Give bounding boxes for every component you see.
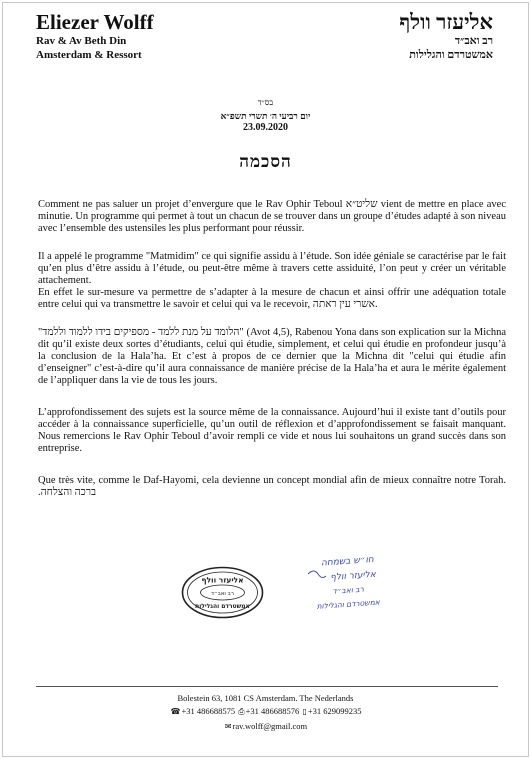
footer-phones [0, 706, 531, 717]
stamp-bottom-text: אמשטרדם והגלילות [195, 603, 250, 610]
p3-text: (Avot 4,5), Rabenou Yona dans son explication sur la Michna dit qu’il existe deux sortes d’étudiants, celui qui étudie, simplement, et celui qui étudie en profondeur jusqu’à la conclusion de la Hala’ha. Et c’est à propos de ce dernier que la Michna dit "celui qui étudie afin d’enseigner" c’est-à-dire qu’il aura connaissance de manière précise de la Hala’ha et aura le mérite également de l’appliquer dans la vie de tous les jours. [38, 327, 507, 386]
gregorian-date: 23.09.2020 [243, 122, 288, 133]
hebrew-date: יום רביעי ה׳ תשרי תשפ״א [220, 111, 311, 121]
signature-line-3: רב ואב״ד [332, 584, 365, 596]
p2-text-b: En effet le sur-mesure va permettre de s’adapter à la mesure de chacun et ainsi offrir une adéquation totale entre celui qui va transmettre le savoir et celui qui va le recevoir, [38, 287, 506, 310]
footer-divider [36, 686, 498, 687]
phone-icon: ☎ [170, 707, 181, 716]
p3-hebrew-quote: "הלומד על מנת ללמד - מספיקים בידו ללמוד וללמד" [38, 327, 244, 338]
rabbi-location-hebrew: אמשטרדם והגלילות [409, 49, 493, 61]
handwritten-signature [304, 552, 382, 612]
p1-text-b: vient de mettre en place avec minutie. Un programme qui permet à tout un chacun de se trouver dans un groupe d’études adapté à son niveau avec l’ensemble des ustensiles les plus performant pour réussir. [38, 199, 506, 234]
footer-email[interactable]: rav.wolff@gmail.com [232, 721, 308, 731]
p2-end: . [374, 299, 378, 310]
rabbi-name-hebrew: אליעזר וולף [399, 10, 493, 34]
p1-text-a: Comment ne pas saluer un projet d’envergure que le Rav Ophir Teboul [38, 199, 346, 210]
footer-address: Bolestein 63, 1081 CS Amsterdam. The Nederlands [177, 693, 354, 703]
rabbinical-stamp [181, 566, 264, 619]
letterhead-latin [36, 10, 154, 62]
email-icon: ✉ [224, 722, 232, 731]
mobile-icon: ▯ [302, 707, 307, 716]
rabbi-name-latin: Eliezer Wolff [36, 10, 154, 34]
fax-icon: ⎙ [238, 707, 245, 716]
rabbi-title-latin: Rav & Av Beth Din [36, 35, 127, 47]
p1-hebrew: שליט״א [345, 199, 378, 210]
p2-hebrew: אשרי עין ראתה [312, 299, 375, 310]
paragraph-2 [38, 251, 506, 311]
p2-text-a: Il a appelé le programme "Matmidim" ce qui signifie assidu à l’étude. Son idée géniale se caractérise par le fait qu’en plus d’être assidu à l’étude, ou peut-être même à travers cette assiduité, l’on peut y créer un véritable attachement. [38, 251, 506, 286]
p5-hebrew: ברכה והצלחה. [38, 487, 97, 498]
footer-email-line [0, 721, 531, 732]
rabbi-location-latin: Amsterdam & Ressort [36, 49, 142, 61]
p2-line-b [38, 287, 506, 311]
signature-line-2: אליעזר וולף [329, 569, 377, 583]
footer-fax[interactable]: +31 486688576 [245, 706, 300, 716]
signature-line-1: חו״ש בשמחה [320, 554, 375, 569]
footer-phone-1[interactable]: +31 486688575 [181, 706, 236, 716]
stamp-middle-text: רב ואב״ד [211, 591, 234, 597]
signature-line-4: אמשטרדם והגלילות [316, 597, 381, 611]
paragraph-4: L’approfondissement des sujets est la source même de la connaissance. Aujourd’hui il existe tant d’outils pour accéder à la connaissance superficielle, qu’un outil de réflexion et d’approfondissement se faisait manquant. Nous remercions le Rav Ophir Teboul d’avoir rempli ce vide et nous lui souhaitons un grand succès dans son entreprise. [38, 407, 506, 454]
footer-mobile[interactable]: +31 629099235 [307, 706, 362, 716]
paragraph-1 [38, 199, 506, 235]
letterhead-hebrew [399, 10, 493, 62]
paragraph-3 [38, 327, 506, 387]
stamp-top-text: אליעזר וולף [201, 575, 244, 585]
rabbi-title-hebrew: רב ואב״ד [454, 35, 493, 47]
bsd-mark: בס״ד [257, 98, 274, 107]
p5-text: Que très vite, comme le Daf-Hayomi, cela devienne un concept mondial afin de mieux connaître notre Torah. [38, 475, 506, 486]
document-title: הסכמה [239, 152, 292, 171]
paragraph-5 [38, 475, 506, 499]
